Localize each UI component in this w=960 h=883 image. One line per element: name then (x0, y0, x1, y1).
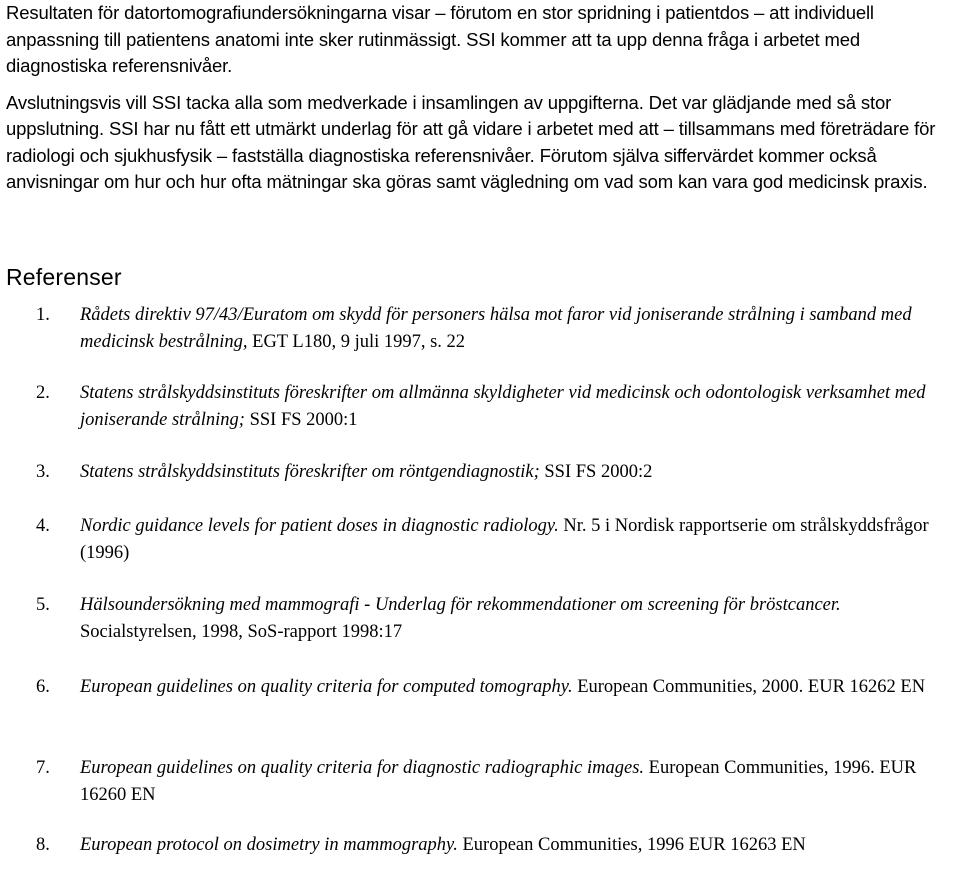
reference-item (36, 302, 960, 356)
reference-title: European protocol on dosimetry in mammography. (80, 835, 458, 855)
references-heading: Referenser (6, 264, 122, 290)
reference-item (36, 513, 960, 567)
document-page (6, 0, 956, 855)
reference-title: Statens strålskyddsinstituts föreskrifter om röntgendiagnostik; (80, 462, 540, 482)
reference-number: 3. (36, 462, 50, 482)
reference-number: 4. (36, 516, 50, 536)
reference-source: Nr. 5 i Nordisk rapportserie om strålskyddsfrågor (1996) (80, 516, 929, 563)
reference-item (36, 380, 960, 434)
reference-title: European guidelines on quality criteria for computed tomography. (80, 677, 573, 697)
reference-source: SSI FS 2000:1 (244, 410, 358, 430)
reference-source: Socialstyrelsen, 1998, SoS-rapport 1998:17 (80, 622, 403, 642)
reference-number: 5. (36, 595, 50, 615)
reference-item (36, 674, 960, 701)
reference-number: 1. (36, 305, 50, 325)
reference-title: Nordic guidance levels for patient doses in diagnostic radiology. (80, 516, 559, 536)
reference-source: SSI FS 2000:2 (539, 462, 653, 482)
reference-item (36, 592, 960, 646)
paragraph-closing: Avslutningsvis vill SSI tacka alla som medverkade i insamlingen av uppgifterna. Det var glädjande med så stor uppslutning. SSI har nu fått ett utmärkt underlag för att gå vidare i arbetet med att – tillsammans med företrädare för radiologi och sjukhusfysik – fastställa diagnostiska referensnivåer. Förutom själva siffervärdet kommer också anvisningar om hur och hur ofta mätningar ska göras samt vägledning om vad som kan vara god medicinsk praxis. (6, 91, 936, 192)
reference-item (36, 459, 960, 486)
reference-title: Statens strålskyddsinstituts föreskrifter om allmänna skyldigheter vid medicinsk och odontologisk verksamhet med joniserande strålning; (80, 383, 926, 430)
reference-source: European Communities, 2000. EUR 16262 EN (572, 677, 926, 697)
reference-number: 7. (36, 758, 50, 778)
reference-number: 2. (36, 383, 50, 403)
reference-item (36, 755, 960, 809)
reference-number: 6. (36, 677, 50, 697)
reference-source: European Communities, 1996 EUR 16263 EN (457, 835, 806, 855)
reference-title: European guidelines on quality criteria for diagnostic radiographic images. (80, 758, 645, 778)
reference-item (36, 832, 960, 859)
reference-source: EGT L180, 9 juli 1997, s. 22 (247, 332, 466, 352)
reference-title: Rådets direktiv 97/43/Euratom om skydd för personers hälsa mot faror vid joniserande strålning i samband med medicinsk bestrålning, (80, 305, 912, 352)
reference-title: Hälsoundersökning med mammografi - Underlag för rekommendationer om screening för bröstcancer. (80, 595, 841, 615)
paragraph-results: Resultaten för datortomografiundersökningarna visar – förutom en stor spridning i patientdos – att individuell anpassning till patientens anatomi inte sker rutinmässigt. SSI kommer att ta upp denna fråga i arbetet med diagnostiska referensnivåer. (6, 2, 874, 76)
reference-number: 8. (36, 835, 50, 855)
reference-source: European Communities, 1996. EUR 16260 EN (80, 758, 917, 805)
